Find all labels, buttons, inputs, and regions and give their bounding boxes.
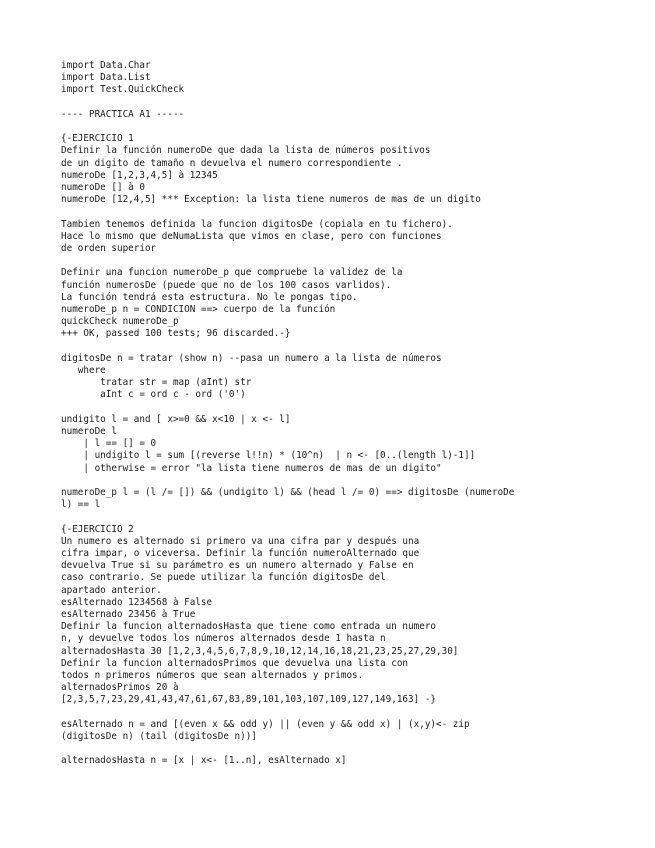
code-line: esAlternado n = and [(even x && odd y) || (even y && odd x) | (x,y)<- zip [61, 718, 470, 730]
code-line: Definir la funcion alternadosHasta que tiene como entrada un numero [61, 621, 437, 633]
code-line: Definir la funcion alternadosPrimos que devuelva una lista con [61, 657, 409, 669]
code-line: numeroDe_p l = (l /= []) && (undigito l) && (head l /= 0) ==> digitosDe (numeroDe [61, 487, 515, 498]
code-line: ---- PRACTICA A1 ----- [61, 108, 185, 120]
code-line: La función tendrá esta estructura. No le pongas tipo. [61, 291, 358, 303]
code-line: import Data.Char [61, 60, 151, 71]
code-line: función numerosDe (puede que no de los 100 casos varlidos). [61, 279, 392, 291]
code-line: Tambien tenemos definida la funcion digitosDe (copiala en tu fichero). [61, 218, 453, 230]
code-line: caso contrario. Se puede utilizar la función digitosDe del [61, 572, 386, 584]
code-line [61, 206, 646, 218]
code-line: | undigito l = sum [(reverse l!!n) * (10^n) | n <- [0..(length l)-1]] [61, 450, 476, 462]
code-line [61, 511, 646, 523]
code-line: tratar str = map (aInt) str [61, 377, 252, 389]
code-line: Definir una funcion numeroDe_p que compruebe la validez de la [61, 267, 403, 279]
code-line: todos n primeros números que sean alternados y primos. [61, 670, 364, 682]
code-line: import Data.List [61, 72, 151, 84]
code-line: (digitosDe n) (tail (digitosDe n))] [61, 731, 257, 743]
code-line [61, 475, 646, 487]
code-line: import Test.QuickCheck [61, 84, 185, 96]
code-line [61, 707, 646, 719]
code-line: cifra impar, o viceversa. Definir la función numeroAlternado que [61, 548, 420, 559]
code-line [61, 341, 646, 353]
code-line: de orden superior [61, 243, 157, 254]
code-line [61, 121, 646, 133]
code-line: devuelva True si su parámetro es un numero alternado y False en [61, 560, 414, 572]
code-line: Un numero es alternado si primero va una cifra par y después una [61, 535, 420, 547]
code-line: alternadosPrimos 20 à [61, 682, 179, 694]
code-line [61, 743, 646, 755]
code-line: Hace lo mismo que deNumaLista que vimos en clase, pero con funciones [61, 230, 442, 242]
code-line: numeroDe [1,2,3,4,5] à 12345 [61, 169, 218, 181]
code-line: [2,3,5,7,23,29,41,43,47,61,67,83,89,101,103,107,109,127,149,163] -} [61, 694, 437, 706]
code-line: numeroDe_p n = CONDICION ==> cuerpo de la función [61, 304, 336, 315]
code-line: l) == l [61, 499, 101, 511]
code-line: quickCheck numeroDe_p [61, 316, 179, 328]
code-line: de un digito de tamaño n devuelva el numero correspondiente . [61, 157, 403, 169]
code-line: aInt c = ord c - ord ('0') [61, 389, 246, 401]
code-line: where [61, 365, 106, 376]
code-line: {-EJERCICIO 2 [61, 523, 134, 535]
code-line: {-EJERCICIO 1 [61, 133, 134, 145]
code-line: | l == [] = 0 [61, 438, 157, 450]
code-line: apartado anterior. [61, 584, 162, 596]
code-line: numeroDe [12,4,5] *** Exception: la lista tiene numeros de mas de un digito [61, 194, 481, 206]
code-line: n, y devuelve todos los números alternados desde 1 hasta n [61, 633, 386, 645]
code-line: numeroDe l [61, 426, 117, 437]
code-line: esAlternado 23456 à True [61, 609, 196, 621]
code-line: alternadosHasta n = [x | x<- [1..n], esAlternado x] [61, 755, 347, 767]
code-line: numeroDe [] à 0 [61, 182, 145, 193]
code-line: undigito l = and [ x>=0 && x<10 | x <- l] [61, 413, 291, 425]
code-line: alternadosHasta 30 [1,2,3,4,5,6,7,8,9,10,12,14,16,18,21,23,25,27,29,30] [61, 645, 459, 657]
code-line: | otherwise = error "la lista tiene numeros de mas de un digito" [61, 462, 442, 474]
code-line [61, 97, 646, 109]
code-line [61, 255, 646, 267]
code-listing [61, 60, 646, 768]
code-line [61, 402, 646, 414]
code-line: esAlternado 1234568 à False [61, 596, 213, 608]
code-line: +++ OK, passed 100 tests; 96 discarded.-} [61, 328, 291, 340]
code-line: digitosDe n = tratar (show n) --pasa un numero a la lista de números [61, 352, 442, 364]
code-line: Definir la función numeroDe que dada la lista de números positivos [61, 145, 431, 157]
